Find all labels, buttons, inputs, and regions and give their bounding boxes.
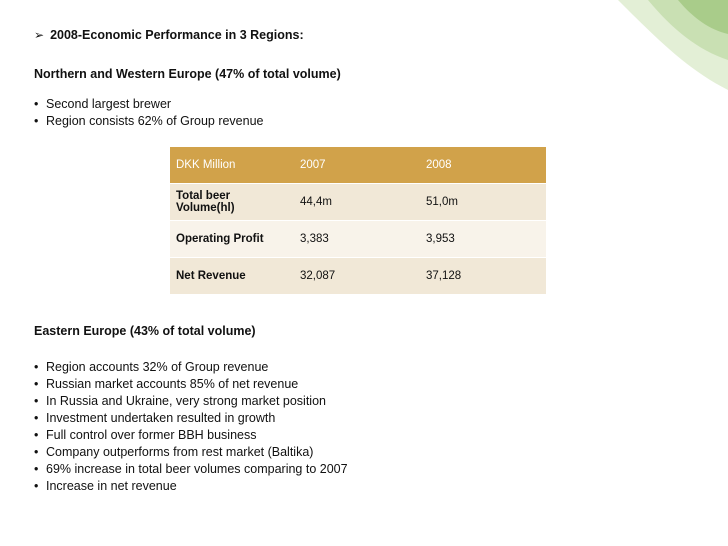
row-label: Operating Profit [170, 221, 294, 258]
bullet-icon: • [34, 360, 39, 374]
table-cell: 51,0m [420, 184, 546, 221]
east-section-title: Eastern Europe (43% of total volume) [34, 324, 256, 338]
table-cell: 37,128 [420, 258, 546, 295]
list-item: • Full control over former BBH business [34, 428, 257, 442]
bullet-icon: • [34, 411, 39, 425]
bullet-icon: • [34, 377, 39, 391]
header-cell: 2007 [294, 147, 420, 184]
bullet-icon: • [34, 445, 39, 459]
north-section-title: Northern and Western Europe (47% of total volume) [34, 67, 341, 81]
arrow-bullet-icon: ➢ [34, 28, 45, 42]
bullet-icon: • [34, 114, 39, 128]
list-item: • Increase in net revenue [34, 479, 177, 493]
list-item: • Region accounts 32% of Group revenue [34, 360, 269, 374]
bullet-icon: • [34, 462, 39, 476]
list-item: • Company outperforms from rest market (Baltika) [34, 445, 314, 459]
heading-text: 2008-Economic Performance in 3 Regions: [50, 28, 304, 42]
list-item: • Second largest brewer [34, 97, 172, 111]
bullet-icon: • [34, 394, 39, 408]
table-cell: 3,383 [294, 221, 420, 258]
list-item: • Region consists 62% of Group revenue [34, 114, 264, 128]
table-cell: 44,4m [294, 184, 420, 221]
table-row [170, 184, 546, 221]
list-item: • Investment undertaken resulted in growth [34, 411, 276, 425]
table-cell: 32,087 [294, 258, 420, 295]
corner-decoration [578, 0, 728, 120]
row-label: Net Revenue [170, 258, 294, 295]
table-header-row [170, 147, 546, 184]
header-cell: DKK Million [170, 147, 294, 184]
table-row [170, 221, 546, 258]
table-cell: 3,953 [420, 221, 546, 258]
row-label: Total beer Volume(hl) [170, 184, 294, 221]
header-cell: 2008 [420, 147, 546, 184]
bullet-icon: • [34, 479, 39, 493]
slide-heading [34, 28, 304, 42]
list-item: • Russian market accounts 85% of net revenue [34, 377, 299, 391]
table-row [170, 258, 546, 295]
east-bullet-list [34, 359, 348, 495]
north-bullet-list [34, 96, 264, 130]
performance-table [170, 146, 546, 294]
list-item: • 69% increase in total beer volumes comparing to 2007 [34, 462, 348, 476]
bullet-icon: • [34, 97, 39, 111]
bullet-icon: • [34, 428, 39, 442]
list-item: • In Russia and Ukraine, very strong market position [34, 394, 326, 408]
